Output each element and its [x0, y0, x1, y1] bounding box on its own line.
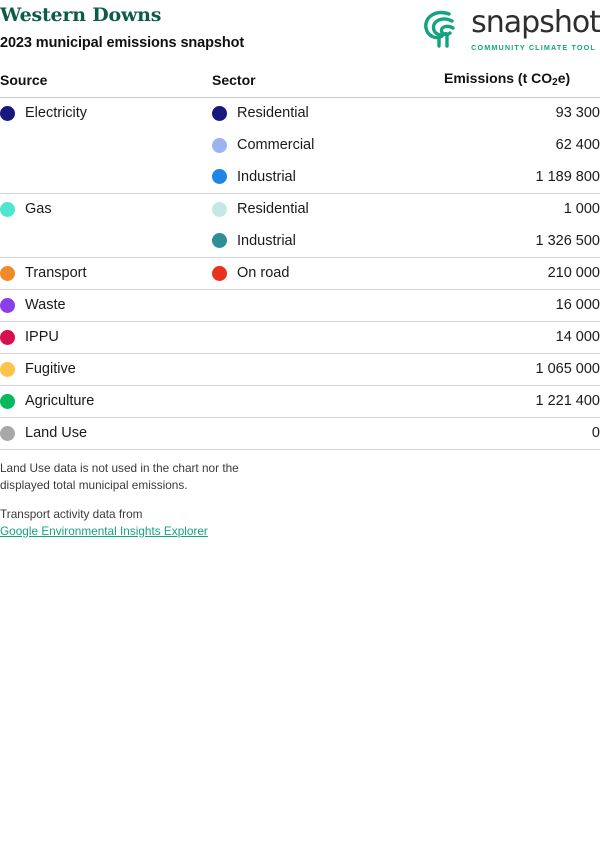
sector-label: Industrial	[237, 232, 296, 249]
sector-cell	[212, 225, 444, 257]
footnote-line-1: Land Use data is not used in the chart nor the	[0, 460, 239, 475]
source-cell	[0, 161, 212, 193]
sector-label: On road	[237, 265, 290, 281]
emissions-value: 1 065 000	[444, 353, 600, 385]
emissions-value: 210 000	[444, 257, 600, 289]
emissions-value: 16 000	[444, 289, 600, 321]
source-color-swatch	[0, 202, 15, 217]
footnote-line-3: Transport activity data from	[0, 506, 143, 521]
source-cell	[0, 193, 212, 225]
source-cell	[0, 353, 212, 385]
footnotes	[0, 460, 600, 540]
sector-cell	[212, 417, 444, 449]
page-subtitle: 2023 municipal emissions snapshot	[0, 34, 245, 51]
sector-color-swatch	[212, 106, 227, 121]
source-cell	[0, 321, 212, 353]
sector-cell	[212, 193, 444, 225]
table-row	[0, 225, 600, 257]
logo-text-wrap	[471, 6, 600, 52]
table-row	[0, 385, 600, 417]
emissions-value: 0	[444, 417, 600, 449]
sector-color-swatch	[212, 233, 227, 248]
source-label: Fugitive	[25, 361, 76, 377]
snapshot-logo	[422, 6, 600, 52]
sector-cell	[212, 353, 444, 385]
source-color-swatch	[0, 266, 15, 281]
sector-cell	[212, 321, 444, 353]
emissions-value: 93 300	[555, 105, 600, 122]
column-header-source: Source	[0, 70, 212, 98]
source-color-swatch	[0, 362, 15, 377]
source-cell	[0, 225, 212, 257]
table-body	[0, 97, 600, 449]
table-row	[0, 289, 600, 321]
source-label: Waste	[25, 297, 66, 313]
column-header-emissions	[444, 70, 600, 98]
sector-cell	[212, 257, 444, 289]
sector-label: Commercial	[237, 137, 315, 153]
source-cell	[0, 97, 212, 129]
page-header	[0, 0, 600, 52]
table-header-row	[0, 70, 600, 98]
source-color-swatch	[0, 106, 15, 121]
sector-color-swatch	[212, 169, 227, 184]
sector-cell	[212, 129, 444, 161]
source-color-swatch	[0, 426, 15, 441]
footnote-line-2: displayed total municipal emissions.	[0, 477, 188, 492]
emissions-label-prefix: Emissions (t CO	[444, 69, 553, 86]
eie-link[interactable]: Google Environmental Insights Explorer	[0, 523, 208, 538]
table-row	[0, 353, 600, 385]
sector-label: Industrial	[237, 168, 296, 185]
sector-label: Residential	[237, 105, 309, 122]
table-row	[0, 257, 600, 289]
source-label: Transport	[25, 265, 87, 281]
source-label: Agriculture	[25, 393, 95, 409]
sector-color-swatch	[212, 202, 227, 217]
source-cell	[0, 257, 212, 289]
table-row	[0, 129, 600, 161]
table-row	[0, 417, 600, 449]
sector-label: Residential	[237, 201, 309, 218]
emissions-value: 62 400	[555, 137, 600, 153]
emissions-value: 1 189 800	[444, 161, 600, 193]
source-color-swatch	[0, 298, 15, 313]
table-row	[0, 161, 600, 193]
source-label: Land Use	[25, 425, 88, 441]
source-color-swatch	[0, 394, 15, 409]
emissions-value: 1 221 400	[444, 385, 600, 417]
snapshot-swirl-icon	[422, 6, 464, 48]
source-cell	[0, 289, 212, 321]
emissions-value: 1 000	[563, 201, 600, 218]
emissions-label-sub: 2	[552, 76, 558, 88]
sector-cell	[212, 97, 444, 129]
source-label: IPPU	[25, 329, 59, 345]
source-label: Electricity	[25, 105, 88, 122]
title-block	[0, 4, 244, 51]
source-cell	[0, 385, 212, 417]
source-color-swatch	[0, 330, 15, 345]
sector-cell	[212, 385, 444, 417]
table-row	[0, 321, 600, 353]
sector-color-swatch	[212, 138, 227, 153]
page-title: Western Downs	[0, 4, 162, 26]
emissions-label-suffix: e)	[557, 69, 571, 86]
sector-color-swatch	[212, 266, 227, 281]
table-row	[0, 193, 600, 225]
sector-cell	[212, 161, 444, 193]
table-row	[0, 97, 600, 129]
source-cell	[0, 129, 212, 161]
source-cell	[0, 417, 212, 449]
logo-tagline: COMMUNITY CLIMATE TOOL	[471, 42, 596, 52]
emissions-table	[0, 70, 600, 450]
source-label: Gas	[25, 201, 52, 218]
sector-cell	[212, 289, 444, 321]
logo-wordmark: snapshot	[471, 5, 600, 40]
column-header-sector: Sector	[212, 70, 444, 98]
emissions-value: 1 326 500	[444, 225, 600, 257]
emissions-value: 14 000	[444, 321, 600, 353]
